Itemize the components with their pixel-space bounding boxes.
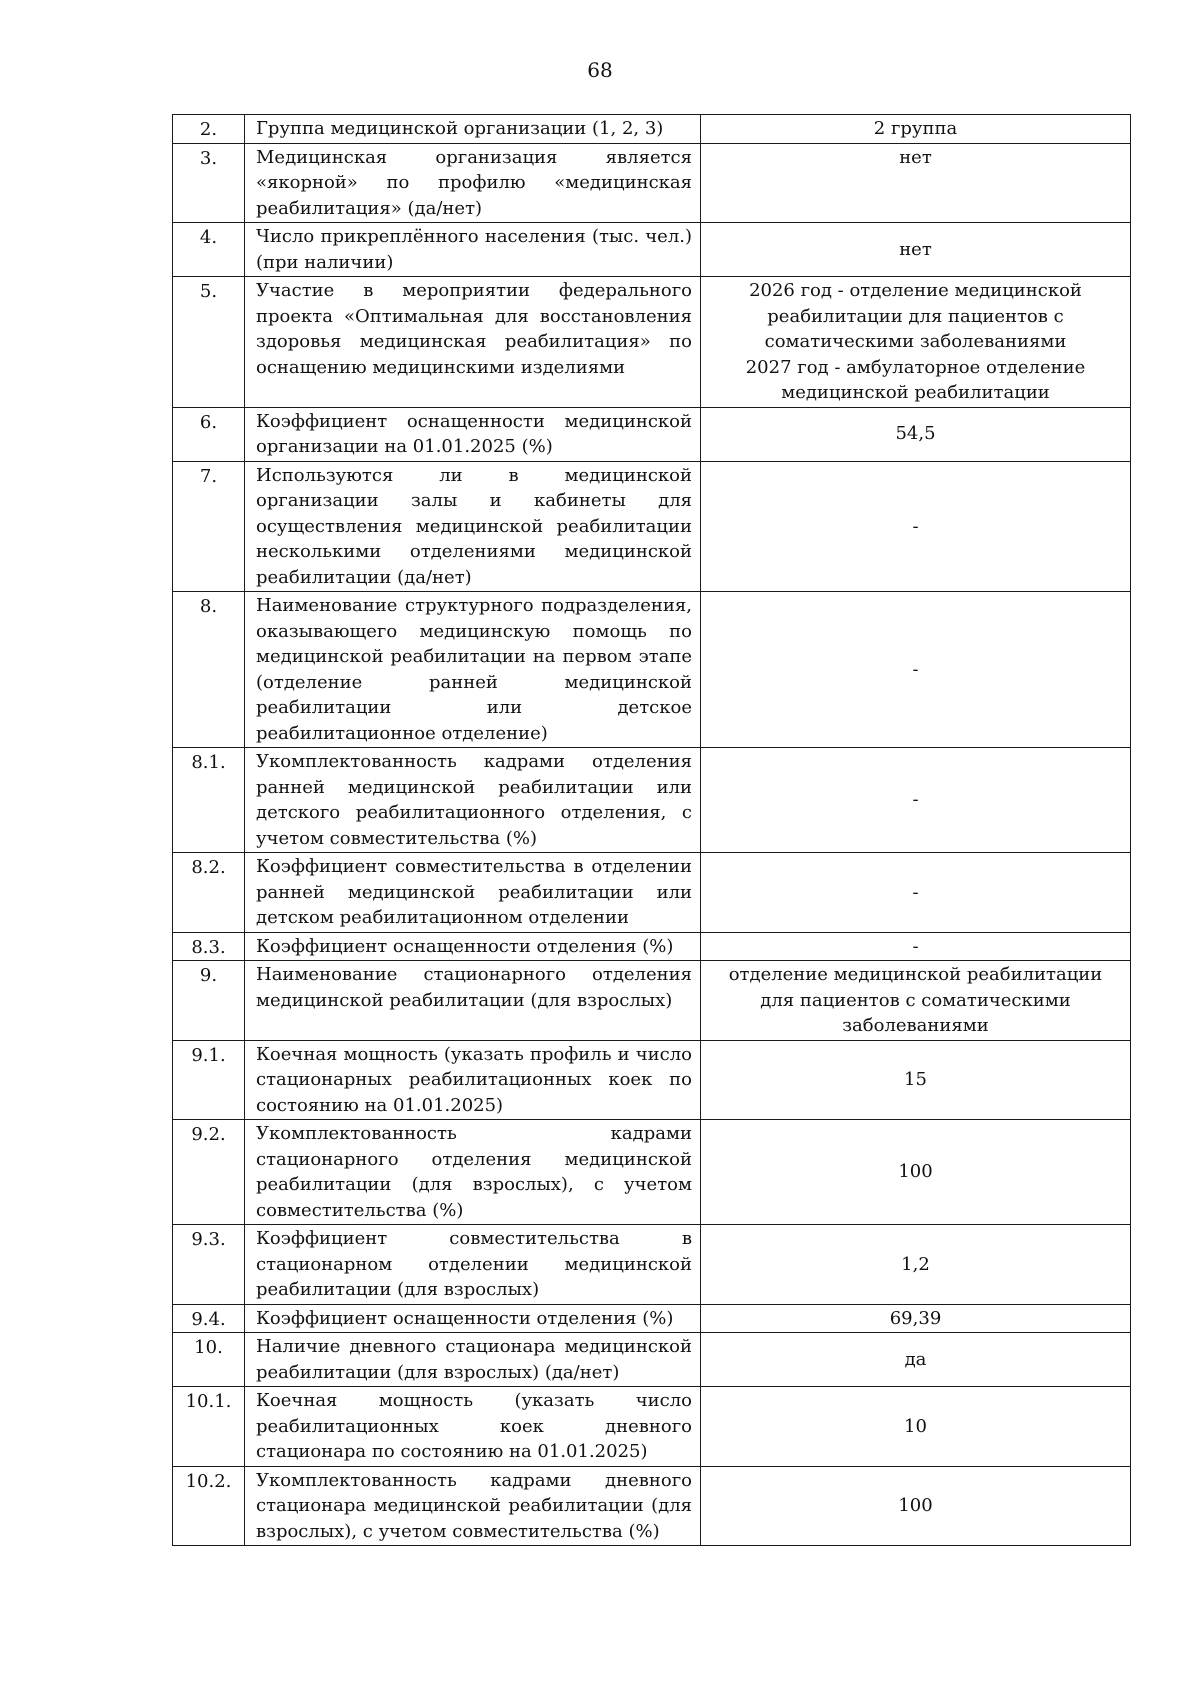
value-line: - bbox=[912, 881, 919, 903]
table-row bbox=[173, 277, 1131, 408]
value-cell bbox=[701, 115, 1131, 144]
value-cell bbox=[701, 932, 1131, 961]
row-number: 10.2. bbox=[173, 1466, 245, 1546]
parameter-cell: Число прикреплённого населения (тыс. чел.) (при наличии) bbox=[245, 223, 701, 277]
value-line: нет bbox=[899, 238, 932, 260]
value-cell bbox=[701, 961, 1131, 1041]
table-row bbox=[173, 1225, 1131, 1305]
value-cell bbox=[701, 1120, 1131, 1225]
row-number: 9.3. bbox=[173, 1225, 245, 1305]
parameter-cell: Коэффициент совместительства в отделении ранней медицинской реабилитации или детском реабилитационном отделении bbox=[245, 853, 701, 933]
value-cell bbox=[701, 1387, 1131, 1467]
parameter-cell: Коечная мощность (указать число реабилитационных коек дневного стационара по состоянию на 01.01.2025) bbox=[245, 1387, 701, 1467]
value-cell bbox=[701, 143, 1131, 223]
value-line: 10 bbox=[904, 1415, 927, 1437]
page-number: 68 bbox=[587, 58, 613, 82]
table-row bbox=[173, 461, 1131, 592]
row-number: 8.1. bbox=[173, 748, 245, 853]
row-number: 3. bbox=[173, 143, 245, 223]
table-row bbox=[173, 407, 1131, 461]
table-row bbox=[173, 1387, 1131, 1467]
value-line: 2026 год - отделение медицинской реабилитации для пациентов с соматическими заболеваниями bbox=[749, 280, 1082, 352]
table-row bbox=[173, 115, 1131, 144]
value-line: 1,2 bbox=[901, 1253, 930, 1275]
value-line: 15 bbox=[904, 1069, 927, 1090]
table-row bbox=[173, 932, 1131, 961]
table-row bbox=[173, 1120, 1131, 1225]
parameter-cell: Наименование стационарного отделения медицинской реабилитации (для взрослых) bbox=[245, 961, 701, 1041]
row-number: 6. bbox=[173, 407, 245, 461]
parameter-cell: Укомплектованность кадрами дневного стационара медицинской реабилитации (для взрослых), с учетом совместительства (%) bbox=[245, 1466, 701, 1546]
row-number: 9.2. bbox=[173, 1120, 245, 1225]
table-row bbox=[173, 1333, 1131, 1387]
value-cell bbox=[701, 1304, 1131, 1333]
table-row bbox=[173, 1040, 1131, 1120]
parameter-cell: Участие в мероприятии федерального проекта «Оптимальная для восстановления здоровья медицинская реабилитация» по оснащению медицинскими изделиями bbox=[245, 277, 701, 408]
value-cell bbox=[701, 592, 1131, 748]
table-row bbox=[173, 961, 1131, 1041]
value-line: 69,39 bbox=[889, 1307, 942, 1329]
parameter-cell: Укомплектованность кадрами отделения ранней медицинской реабилитации или детского реабилитационного отделения, с учетом совместительства (%) bbox=[245, 748, 701, 853]
row-number: 9.1. bbox=[173, 1040, 245, 1120]
table-row bbox=[173, 853, 1131, 933]
parameter-cell: Медицинская организация является «якорной» по профилю «медицинская реабилитация» (да/нет) bbox=[245, 143, 701, 223]
value-cell bbox=[701, 461, 1131, 592]
info-table bbox=[172, 114, 1131, 1546]
parameter-cell: Коэффициент оснащенности медицинской организации на 01.01.2025 (%) bbox=[245, 407, 701, 461]
value-cell bbox=[701, 1040, 1131, 1120]
value-line: да bbox=[904, 1348, 927, 1370]
value-line: - bbox=[912, 515, 919, 537]
parameter-cell: Коэффициент совместительства в стационарном отделении медицинской реабилитации (для взрослых) bbox=[245, 1225, 701, 1305]
value-line: отделение медицинской реабилитации для пациентов с соматическими заболеваниями bbox=[728, 964, 1103, 1036]
value-line: 2027 год - амбулаторное отделение медицинской реабилитации bbox=[745, 356, 1086, 403]
value-line: - bbox=[912, 935, 919, 957]
value-cell bbox=[701, 1333, 1131, 1387]
row-number: 10. bbox=[173, 1333, 245, 1387]
table-row bbox=[173, 592, 1131, 748]
row-number: 8.2. bbox=[173, 853, 245, 933]
value-cell bbox=[701, 853, 1131, 933]
parameter-cell: Наименование структурного подразделения, оказывающего медицинскую помощь по медицинской реабилитации на первом этапе (отделение ранней медицинской реабилитации или детское реабилитационное отделение) bbox=[245, 592, 701, 748]
table-row bbox=[173, 1304, 1131, 1333]
row-number: 9.4. bbox=[173, 1304, 245, 1333]
parameter-cell: Группа медицинской организации (1, 2, 3) bbox=[245, 115, 701, 144]
parameter-cell: Наличие дневного стационара медицинской реабилитации (для взрослых) (да/нет) bbox=[245, 1333, 701, 1387]
table-row bbox=[173, 748, 1131, 853]
row-number: 5. bbox=[173, 277, 245, 408]
table-row bbox=[173, 223, 1131, 277]
table-row bbox=[173, 1466, 1131, 1546]
parameter-cell: Укомплектованность кадрами стационарного отделения медицинской реабилитации (для взрослых), с учетом совместительства (%) bbox=[245, 1120, 701, 1225]
value-cell bbox=[701, 748, 1131, 853]
value-cell bbox=[701, 277, 1131, 408]
value-line: 54,5 bbox=[895, 423, 936, 445]
row-number: 10.1. bbox=[173, 1387, 245, 1467]
row-number: 7. bbox=[173, 461, 245, 592]
row-number: 4. bbox=[173, 223, 245, 277]
parameter-cell: Используются ли в медицинской организации залы и кабинеты для осуществления медицинской реабилитации несколькими отделениями медицинской реабилитации (да/нет) bbox=[245, 461, 701, 592]
value-line: 100 bbox=[898, 1161, 933, 1183]
row-number: 2. bbox=[173, 115, 245, 144]
value-line: 100 bbox=[898, 1495, 933, 1516]
value-line: - bbox=[912, 658, 919, 680]
parameter-cell: Коэффициент оснащенности отделения (%) bbox=[245, 1304, 701, 1333]
row-number: 8. bbox=[173, 592, 245, 748]
table-row bbox=[173, 143, 1131, 223]
row-number: 8.3. bbox=[173, 932, 245, 961]
parameter-cell: Коечная мощность (указать профиль и число стационарных реабилитационных коек по состоянию на 01.01.2025) bbox=[245, 1040, 701, 1120]
value-line: 2 группа bbox=[873, 118, 958, 139]
value-cell bbox=[701, 407, 1131, 461]
parameter-cell: Коэффициент оснащенности отделения (%) bbox=[245, 932, 701, 961]
value-cell bbox=[701, 1466, 1131, 1546]
value-cell bbox=[701, 1225, 1131, 1305]
value-line: - bbox=[912, 789, 919, 811]
value-cell bbox=[701, 223, 1131, 277]
row-number: 9. bbox=[173, 961, 245, 1041]
value-line: нет bbox=[899, 146, 932, 168]
